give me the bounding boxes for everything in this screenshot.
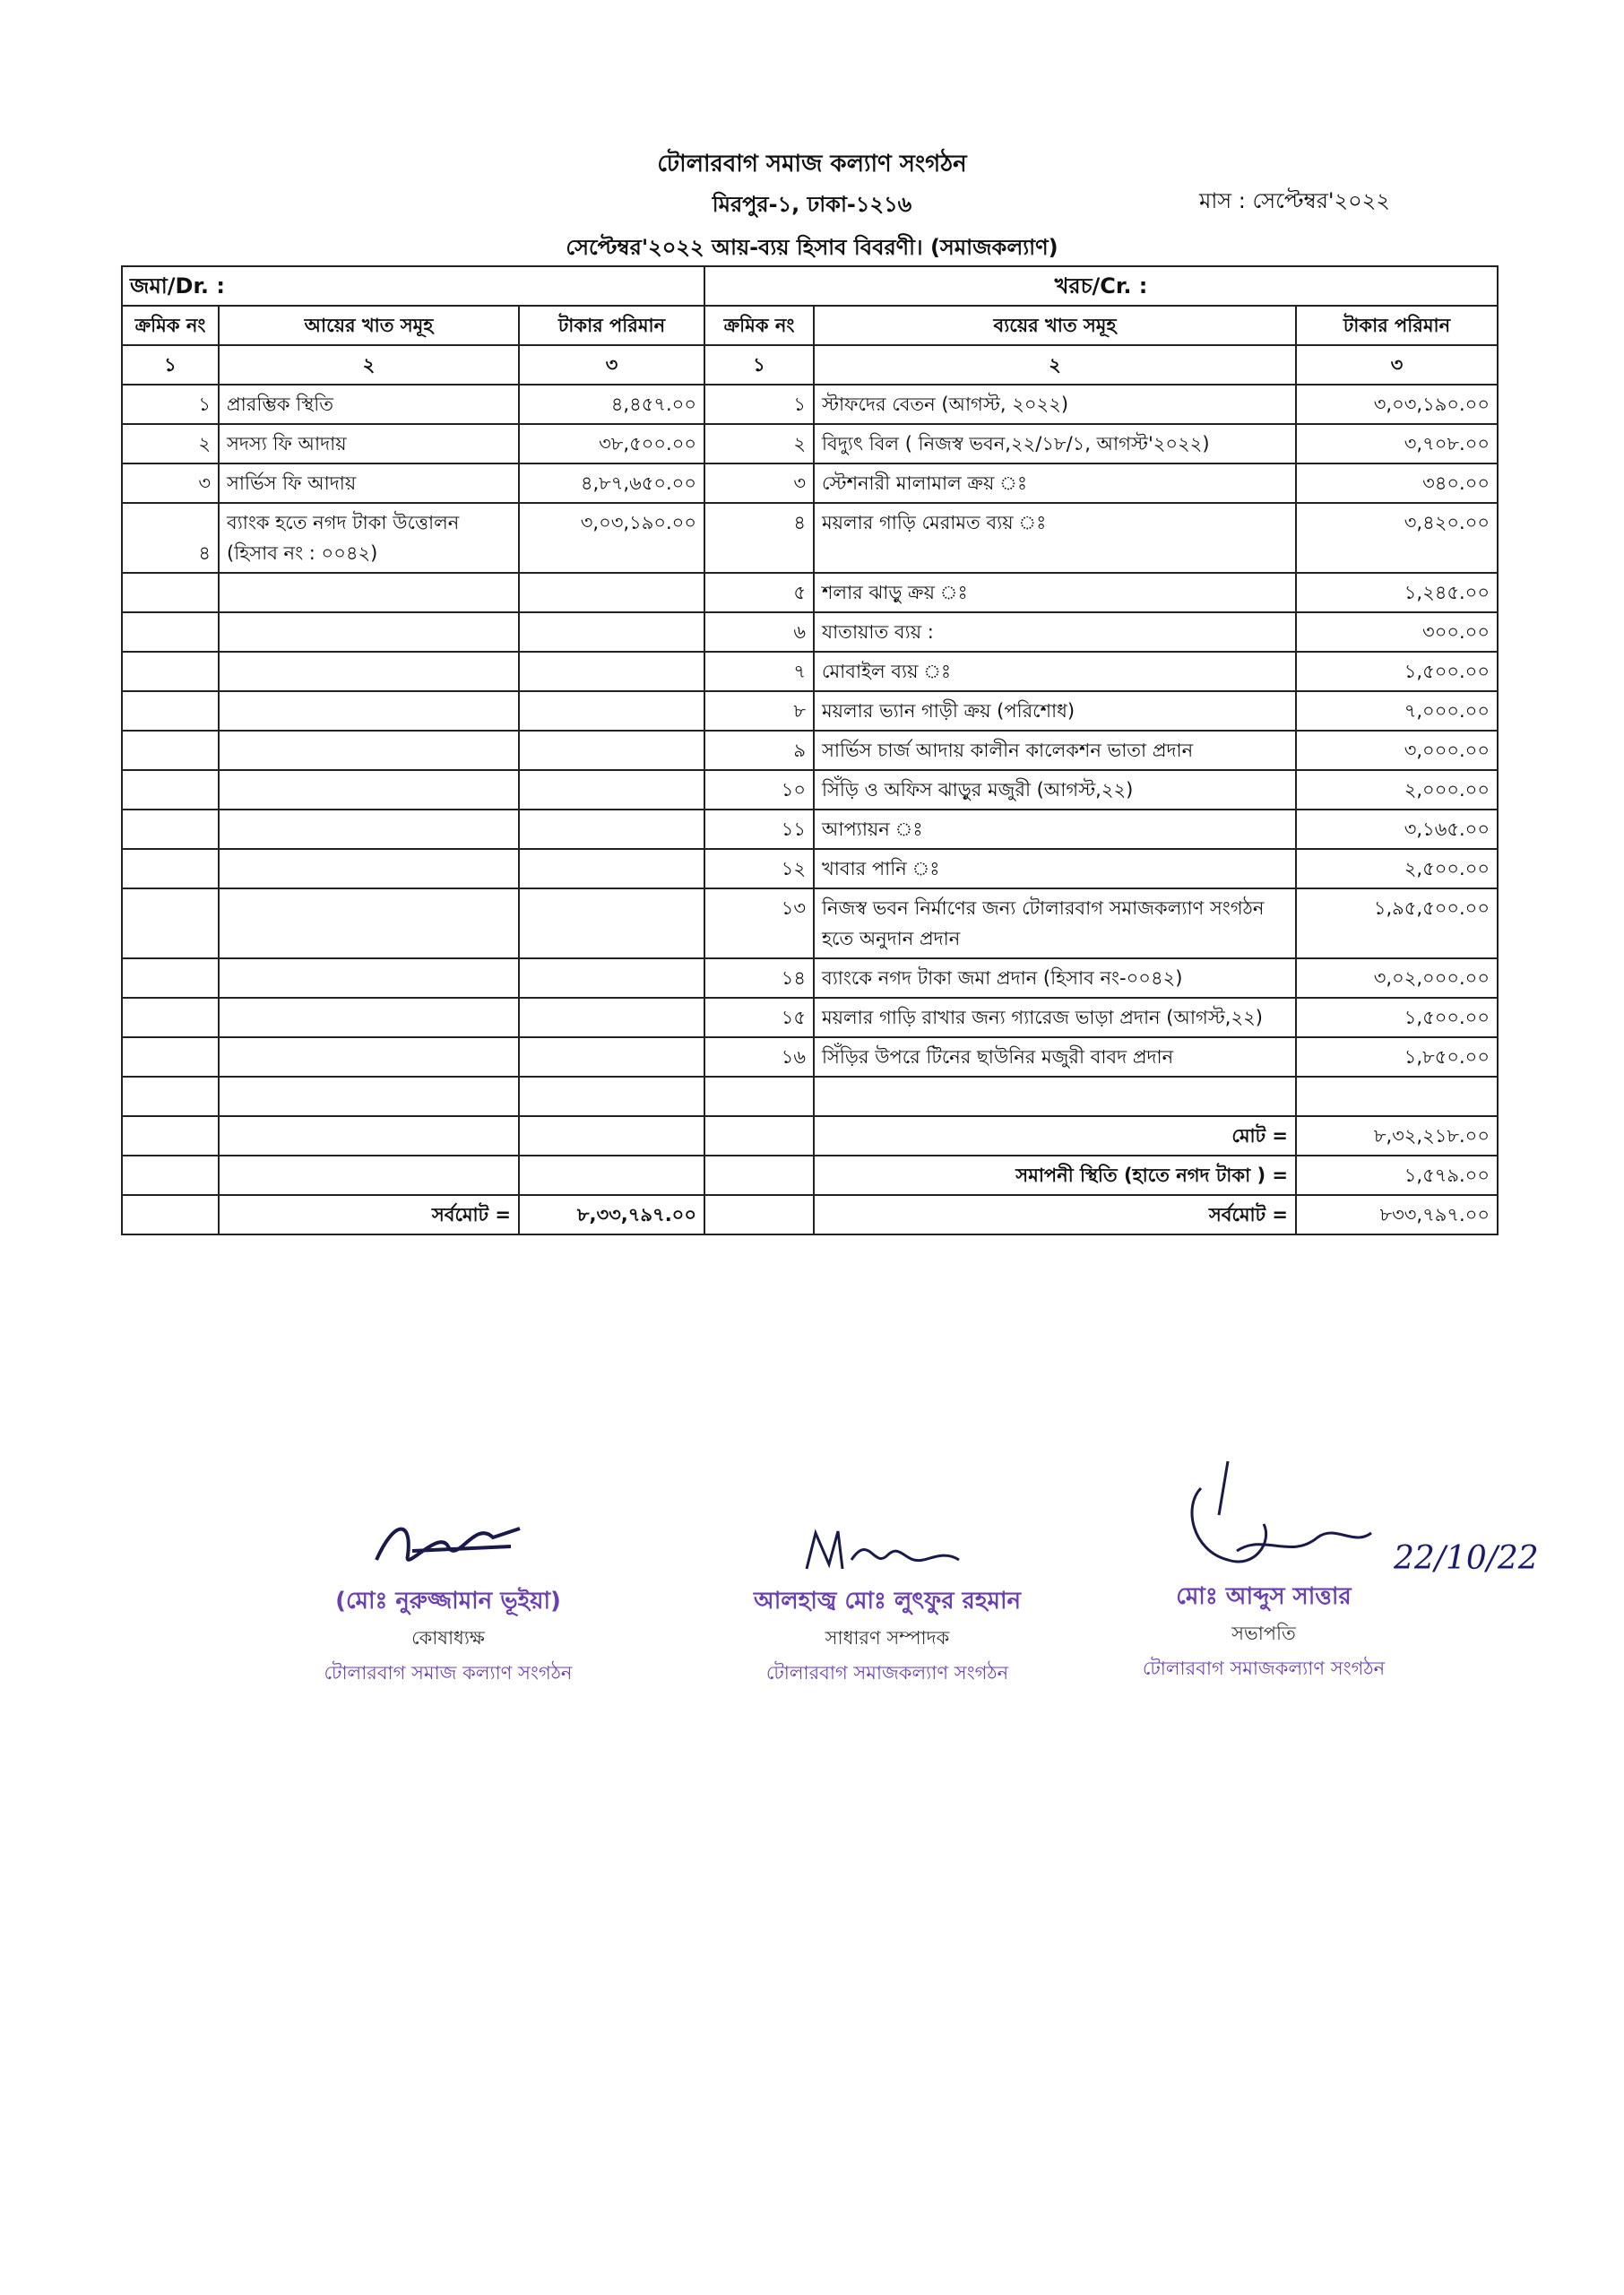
expense-item: সার্ভিস চার্জ আদায় কালীন কালেকশন ভাতা প্রদান <box>814 731 1296 770</box>
table-row <box>122 573 1498 612</box>
signature-treasurer <box>260 1511 636 1690</box>
signatory-name: আলহাজ্ব মোঃ লুৎফুর রহমান <box>753 1588 1022 1615</box>
table-row <box>122 652 1498 691</box>
grand-total-income: ৮,৩৩,৭৯৭.০০ <box>519 1195 704 1234</box>
expense-amount: ৩,৪২০.০০ <box>1296 503 1498 573</box>
table-row <box>122 1077 1498 1116</box>
expense-serial: ৭ <box>704 652 814 691</box>
expense-serial: ১০ <box>704 770 814 810</box>
income-serial: ২ <box>122 424 219 463</box>
expense-serial: ১ <box>704 385 814 424</box>
credit-header: খরচ/Cr. : <box>704 266 1498 306</box>
income-item: সদস্য ফি আদায় <box>219 424 519 463</box>
expense-item: স্টেশনারী মালামাল ক্রয় ঃ <box>814 463 1296 503</box>
col-number: ১ <box>122 345 219 385</box>
expense-serial: ১৫ <box>704 998 814 1037</box>
expense-item: ময়লার ভ্যান গাড়ী ক্রয় (পরিশোধ) <box>814 691 1296 731</box>
expense-amount: ৩,০০০.০০ <box>1296 731 1498 770</box>
expense-serial: ৬ <box>704 612 814 652</box>
expense-item: সিঁড়ি ও অফিস ঝাড়ুর মজুরী (আগস্ট,২২) <box>814 770 1296 810</box>
signatory-name: (মোঃ নুরুজ্জামান ভূইয়া) <box>335 1588 561 1615</box>
expense-amount: ৩,০২,০০০.০০ <box>1296 958 1498 998</box>
expense-item: সিঁড়ির উপরে টিনের ছাউনির মজুরী বাবদ প্রদান <box>814 1037 1296 1077</box>
expense-item: নিজস্ব ভবন নির্মাণের জন্য টোলারবাগ সমাজকল্যাণ সংগঠন হতে অনুদান প্রদান <box>814 888 1296 958</box>
expense-amount: ৩,১৬৫.০০ <box>1296 810 1498 849</box>
table-row <box>122 385 1498 424</box>
col-serial: ক্রমিক নং <box>122 306 219 345</box>
organization-name: টোলারবাগ সমাজ কল্যাণ সংগঠন <box>657 151 967 178</box>
expense-amount: ১,৫০০.০০ <box>1296 652 1498 691</box>
expense-serial: ১৬ <box>704 1037 814 1077</box>
grand-total-label: সর্বমোট = <box>814 1195 1296 1234</box>
col-expense-item: ব্যয়ের খাত সমূহ <box>814 306 1296 345</box>
table-row <box>122 1037 1498 1077</box>
signature-scribble <box>1147 1452 1380 1578</box>
expense-item: খাবার পানি ঃ <box>814 849 1296 888</box>
total-label: মোট = <box>814 1116 1296 1156</box>
income-serial: ৩ <box>122 463 219 503</box>
report-month: মাস : সেপ্টেম্বর'২০২২ <box>1199 188 1390 213</box>
expense-item: স্টাফদের বেতন (আগস্ট, ২০২২) <box>814 385 1296 424</box>
income-item: সার্ভিস ফি আদায় <box>219 463 519 503</box>
col-number: ১ <box>704 345 814 385</box>
signatory-role: সভাপতি <box>1231 1623 1296 1644</box>
expense-amount: ৩০০.০০ <box>1296 612 1498 652</box>
expense-serial: ১১ <box>704 810 814 849</box>
table-row <box>122 424 1498 463</box>
expense-item: যাতায়াত ব্যয় : <box>814 612 1296 652</box>
col-amount: টাকার পরিমান <box>1296 306 1498 345</box>
col-number: ২ <box>219 345 519 385</box>
table-row <box>122 998 1498 1037</box>
col-serial: ক্রমিক নং <box>704 306 814 345</box>
expense-serial: ৪ <box>704 503 814 573</box>
grand-total-row <box>122 1195 1498 1234</box>
expense-item: আপ্যায়ন ঃ <box>814 810 1296 849</box>
closing-balance-label: সমাপনী স্থিতি (হাতে নগদ টাকা ) = <box>814 1156 1296 1195</box>
signatory-name: মোঃ আব্দুস সাত্তার <box>1176 1583 1352 1610</box>
table-row <box>122 731 1498 770</box>
table-row <box>122 770 1498 810</box>
handwritten-date: 22/10/22 <box>1394 1540 1539 1577</box>
expense-item: শলার ঝাড়ু ক্রয় ঃ <box>814 573 1296 612</box>
expense-serial: ৫ <box>704 573 814 612</box>
expense-serial: ১৪ <box>704 958 814 998</box>
total-value: ৮,৩২,২১৮.০০ <box>1296 1116 1498 1156</box>
signatory-org: টোলারবাগ সমাজ কল্যাণ সংগঠন <box>324 1662 573 1684</box>
income-serial: ১ <box>122 385 219 424</box>
expense-amount: ১,৯৫,৫০০.০০ <box>1296 888 1498 958</box>
table-row <box>122 849 1498 888</box>
col-number: ২ <box>814 345 1296 385</box>
expense-amount: ৩,৭০৮.০০ <box>1296 424 1498 463</box>
expense-amount: ১,৮৫০.০০ <box>1296 1037 1498 1077</box>
income-item: ব্যাংক হতে নগদ টাকা উত্তোলন (হিসাব নং : ০০৪২) <box>219 503 519 573</box>
grand-total-label: সর্বমোট = <box>219 1195 519 1234</box>
organization-address: মিরপুর-১, ঢাকা-১২১৬ <box>712 192 912 217</box>
signature-scribble <box>358 1511 538 1582</box>
expense-amount: ৭,০০০.০০ <box>1296 691 1498 731</box>
income-serial: ৪ <box>122 503 219 573</box>
signatory-org: টোলারবাগ সমাজকল্যাণ সংগঠন <box>765 1662 1009 1684</box>
signature-president <box>1093 1452 1434 1685</box>
report-title: সেপ্টেম্বর'২০২২ আয়-ব্যয় হিসাব বিবরণী। (সমাজকল্যাণ) <box>566 235 1058 260</box>
signature-scribble <box>789 1515 986 1582</box>
expense-amount: ৩৪০.০০ <box>1296 463 1498 503</box>
table-row <box>122 503 1498 573</box>
table-row <box>122 888 1498 958</box>
table-row <box>122 612 1498 652</box>
expense-item: মোবাইল ব্যয় ঃ <box>814 652 1296 691</box>
signatory-org: টোলারবাগ সমাজকল্যাণ সংগঠন <box>1142 1658 1386 1679</box>
expense-serial: ৮ <box>704 691 814 731</box>
expense-serial: ২ <box>704 424 814 463</box>
signatory-role: কোষাধ্যক্ষ <box>411 1627 485 1649</box>
table-row <box>122 463 1498 503</box>
expense-serial: ১২ <box>704 849 814 888</box>
col-number: ৩ <box>1296 345 1498 385</box>
col-income-item: আয়ের খাত সমূহ <box>219 306 519 345</box>
col-number: ৩ <box>519 345 704 385</box>
income-expense-table <box>121 265 1499 1235</box>
expense-amount: ১,৫০০.০০ <box>1296 998 1498 1037</box>
expense-item: ব্যাংকে নগদ টাকা জমা প্রদান (হিসাব নং-০০৪২) <box>814 958 1296 998</box>
grand-total-expense: ৮৩৩,৭৯৭.০০ <box>1296 1195 1498 1234</box>
expense-amount: ২,০০০.০০ <box>1296 770 1498 810</box>
expense-amount: ২,৫০০.০০ <box>1296 849 1498 888</box>
signatory-role: সাধারণ সম্পাদক <box>825 1627 950 1649</box>
income-amount: ৪,৪৫৭.০০ <box>519 385 704 424</box>
income-amount: ৩,০৩,১৯০.০০ <box>519 503 704 573</box>
table-row <box>122 691 1498 731</box>
expense-amount: ৩,০৩,১৯০.০০ <box>1296 385 1498 424</box>
expense-serial: ১৩ <box>704 888 814 958</box>
income-item: প্রারম্ভিক স্থিতি <box>219 385 519 424</box>
expense-serial: ৩ <box>704 463 814 503</box>
income-amount: ৩৮,৫০০.০০ <box>519 424 704 463</box>
total-row <box>122 1116 1498 1156</box>
closing-balance-value: ১,৫৭৯.০০ <box>1296 1156 1498 1195</box>
debit-header: জমা/Dr. : <box>122 266 704 306</box>
signature-secretary <box>690 1515 1084 1690</box>
expense-serial: ৯ <box>704 731 814 770</box>
expense-item: ময়লার গাড়ি রাখার জন্য গ্যারেজ ভাড়া প্রদান (আগস্ট,২২) <box>814 998 1296 1037</box>
closing-row <box>122 1156 1498 1195</box>
expense-item: ময়লার গাড়ি মেরামত ব্যয় ঃ <box>814 503 1296 573</box>
expense-amount: ১,২৪৫.০০ <box>1296 573 1498 612</box>
income-amount: ৪,৮৭,৬৫০.০০ <box>519 463 704 503</box>
table-row <box>122 958 1498 998</box>
expense-item: বিদ্যুৎ বিল ( নিজস্ব ভবন,২২/১৮/১, আগস্ট'২০২২) <box>814 424 1296 463</box>
table-row <box>122 810 1498 849</box>
col-amount: টাকার পরিমান <box>519 306 704 345</box>
